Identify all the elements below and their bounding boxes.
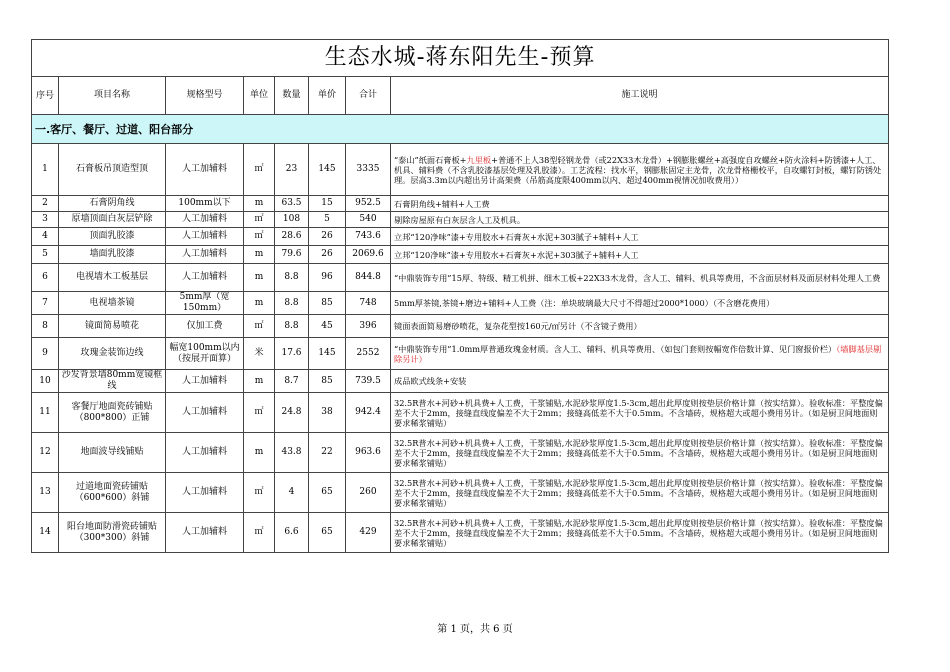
header-total: 合计: [346, 77, 391, 115]
budget-table: [31, 39, 889, 553]
item-spec: 人工加辅料: [166, 433, 244, 473]
item-quantity: 28.6: [275, 228, 309, 246]
note-highlight: 九里板: [466, 154, 492, 165]
item-unit-price: 85: [309, 370, 346, 393]
item-unit: 米: [244, 338, 275, 370]
construction-note: [391, 144, 889, 196]
header-qty: 数量: [275, 77, 309, 115]
item-quantity: 17.6: [275, 338, 309, 370]
header-price: 单价: [309, 77, 346, 115]
note-text: “泰山”纸面石膏板+: [394, 154, 467, 165]
construction-note: [391, 338, 889, 370]
table-row: [32, 513, 889, 553]
table-row: [32, 433, 889, 473]
item-unit: ㎡: [244, 144, 275, 196]
construction-note: 32.5R普水+河砂+机具费+人工费，干浆铺贴,水泥砂浆厚度1.5-3cm,超出此厚度则按垫层价格计算（按实结算）。验收标准：平整度偏差不大于2mm，接缝直线度偏差不大于2mm；接缝高低差不大于0.5mm。不含墙砖，规格超大或超小费用另计。（如是厨卫间地面则要求稀浆铺贴）: [391, 473, 889, 513]
row-number: 1: [32, 144, 59, 196]
row-number: 4: [32, 228, 59, 246]
item-name: 沙发背景墙80mm宽镜框线: [59, 370, 166, 393]
item-name: 墙面乳胶漆: [59, 246, 166, 264]
item-name: 石膏板吊顶造型顶: [59, 144, 166, 196]
section-heading: 一.客厅、餐厅、过道、阳台部分: [32, 115, 889, 144]
construction-note: 立邦“120净味”漆+专用胶水+石膏灰+水泥+303腻子+辅料+人工: [391, 246, 889, 264]
item-unit: m: [244, 370, 275, 393]
item-spec: 100mm以下: [166, 196, 244, 212]
row-number: 3: [32, 212, 59, 228]
construction-note: 32.5R普水+河砂+机具费+人工费，干浆铺贴,水泥砂浆厚度1.5-3cm,超出此厚度则按垫层价格计算（按实结算）。验收标准：平整度偏差不大于2mm，接缝直线度偏差不大于2mm；接缝高低差不大于0.5mm。不含墙砖，规格超大或超小费用另计。（如是厨卫间地面则要求稀浆铺贴）: [391, 393, 889, 433]
row-number: 9: [32, 338, 59, 370]
item-name: 地面波导线铺贴: [59, 433, 166, 473]
item-name: 顶面乳胶漆: [59, 228, 166, 246]
item-unit: ㎡: [244, 473, 275, 513]
table-row: [32, 196, 889, 212]
note-text: “中鼎装饰专用”1.0mm厚普通玫瑰金材质。含人工、辅料、机具等费用、（如包门套则按幅宽作倍数计算、见门窗报价栏）: [394, 343, 837, 354]
item-total: 3335: [346, 144, 391, 196]
construction-note: 立邦“120净味”漆+专用胶水+石膏灰+水泥+303腻子+辅料+人工: [391, 228, 889, 246]
header-seq: 序号: [32, 77, 59, 115]
item-quantity: 24.8: [275, 393, 309, 433]
table-row: [32, 370, 889, 393]
note-highlight: （墙脚基层剔除另计）: [394, 343, 882, 364]
row-number: 10: [32, 370, 59, 393]
item-unit: m: [244, 196, 275, 212]
table-row: [32, 228, 889, 246]
header-name: 项目名称: [59, 77, 166, 115]
item-total: 2552: [346, 338, 391, 370]
table-row: [32, 315, 889, 338]
row-number: 11: [32, 393, 59, 433]
item-quantity: 43.8: [275, 433, 309, 473]
item-quantity: 6.6: [275, 513, 309, 553]
item-spec: 人工加辅料: [166, 513, 244, 553]
row-number: 12: [32, 433, 59, 473]
item-total: 396: [346, 315, 391, 338]
item-total: 540: [346, 212, 391, 228]
item-spec: 人工加辅料: [166, 473, 244, 513]
item-total: 429: [346, 513, 391, 553]
construction-note: “中鼎装饰专用”15厚、特级、精工机拼、细木工板+22X33木龙骨，含人工、辅料、机具等费用，不含面层材料及面层材料处理人工费: [391, 264, 889, 292]
item-unit-price: 96: [309, 264, 346, 292]
table-row: [32, 473, 889, 513]
table-row: [32, 264, 889, 292]
item-quantity: 4: [275, 473, 309, 513]
item-spec: 人工加辅料: [166, 264, 244, 292]
item-quantity: 108: [275, 212, 309, 228]
header-spec: 规格型号: [166, 77, 244, 115]
item-quantity: 79.6: [275, 246, 309, 264]
item-name: 原墙顶面白灰层铲除: [59, 212, 166, 228]
item-unit: m: [244, 433, 275, 473]
item-total: 844.8: [346, 264, 391, 292]
item-name: 镜面简易喷花: [59, 315, 166, 338]
table-row: [32, 338, 889, 370]
item-name: 电视墙茶镜: [59, 292, 166, 315]
item-quantity: 63.5: [275, 196, 309, 212]
row-number: 14: [32, 513, 59, 553]
item-unit-price: 145: [309, 144, 346, 196]
item-total: 260: [346, 473, 391, 513]
construction-note: 32.5R普水+河砂+机具费+人工费，干浆铺贴,水泥砂浆厚度1.5-3cm,超出此厚度则按垫层价格计算（按实结算）。验收标准：平整度偏差不大于2mm，接缝直线度偏差不大于2mm；接缝高低差不大于0.5mm。不含墙砖，规格超大或超小费用另计。（如是厨卫间地面则要求稀浆铺贴）: [391, 433, 889, 473]
header-desc: 施工说明: [391, 77, 889, 115]
item-unit-price: 15: [309, 196, 346, 212]
construction-note: 32.5R普水+河砂+机具费+人工费，干浆铺贴,水泥砂浆厚度1.5-3cm,超出此厚度则按垫层价格计算（按实结算）。验收标准：平整度偏差不大于2mm，接缝直线度偏差不大于2mm；接缝高低差不大于0.5mm。不含墙砖，规格超大或超小费用另计。（如是厨卫间地面则要求稀浆铺贴）: [391, 513, 889, 553]
construction-note: 成品欧式线条+安装: [391, 370, 889, 393]
item-unit-price: 45: [309, 315, 346, 338]
item-unit-price: 22: [309, 433, 346, 473]
construction-note: 剔除房屋原有白灰层含人工及机具。: [391, 212, 889, 228]
item-unit-price: 26: [309, 228, 346, 246]
item-unit-price: 145: [309, 338, 346, 370]
table-row: [32, 292, 889, 315]
item-unit: ㎡: [244, 228, 275, 246]
row-number: 8: [32, 315, 59, 338]
table-row: [32, 144, 889, 196]
item-name: 石膏阴角线: [59, 196, 166, 212]
item-unit: ㎡: [244, 513, 275, 553]
construction-note: 石膏阴角线+辅料+人工费: [391, 196, 889, 212]
item-total: 942.4: [346, 393, 391, 433]
item-unit: m: [244, 264, 275, 292]
table-row: [32, 246, 889, 264]
item-spec: 人工加辅料: [166, 393, 244, 433]
sheet-title: 生态水城-蒋东阳先生-预算: [32, 40, 889, 77]
item-unit: ㎡: [244, 393, 275, 433]
row-number: 7: [32, 292, 59, 315]
budget-sheet: [31, 39, 888, 553]
item-spec: 人工加辅料: [166, 370, 244, 393]
header-row: [32, 77, 889, 115]
item-unit-price: 65: [309, 473, 346, 513]
item-quantity: 8.8: [275, 264, 309, 292]
item-unit: ㎡: [244, 315, 275, 338]
item-name: 玫瑰金装饰边线: [59, 338, 166, 370]
item-quantity: 23: [275, 144, 309, 196]
row-number: 13: [32, 473, 59, 513]
page-footer: 第 1 页，共 6 页: [437, 624, 513, 635]
item-quantity: 8.7: [275, 370, 309, 393]
row-number: 6: [32, 264, 59, 292]
item-total: 748: [346, 292, 391, 315]
row-number: 2: [32, 196, 59, 212]
item-unit-price: 38: [309, 393, 346, 433]
table-row: [32, 393, 889, 433]
item-total: 739.5: [346, 370, 391, 393]
item-total: 952.5: [346, 196, 391, 212]
item-unit-price: 5: [309, 212, 346, 228]
item-quantity: 8.8: [275, 315, 309, 338]
row-number: 5: [32, 246, 59, 264]
item-spec: 人工加辅料: [166, 212, 244, 228]
item-spec: 幅宽100mm以内（按展开面算）: [166, 338, 244, 370]
item-spec: 5mm厚（宽150mm）: [166, 292, 244, 315]
item-spec: 人工加辅料: [166, 246, 244, 264]
item-name: 电视墙木工板基层: [59, 264, 166, 292]
item-total: 2069.6: [346, 246, 391, 264]
item-unit-price: 65: [309, 513, 346, 553]
item-spec: 人工加辅料: [166, 228, 244, 246]
item-unit-price: 85: [309, 292, 346, 315]
item-total: 743.6: [346, 228, 391, 246]
item-name: 阳台地面防滑瓷砖铺贴（300*300）斜铺: [59, 513, 166, 553]
construction-note: 5mm厚茶镜,茶镜+磨边+辅料+人工费（注：单块玻璃最大尺寸不得超过2000*1000）（不含磨花费用）: [391, 292, 889, 315]
item-unit: m: [244, 246, 275, 264]
item-total: 963.6: [346, 433, 391, 473]
item-unit: m: [244, 292, 275, 315]
construction-note: 镜面表面简易磨砂喷花，复杂花型按160元/㎡另计（不含镜子费用）: [391, 315, 889, 338]
table-row: [32, 212, 889, 228]
item-spec: 人工加辅料: [166, 144, 244, 196]
note-text: +普通不上人38型轻钢龙骨（或22X33木龙骨）+钢膨胀螺丝+高强度自攻螺丝+防火涂料+防锈漆+人工、机具、辅料费（不含乳胶漆基层处理及乳胶漆）。工艺流程：找水平，钢膨胀固定主龙骨，次龙骨格栅校平，自攻螺钉封板，螺钉防锈处理。层高3.3m以内超出另计高架费（吊筋高度限400mm以内、超过400mm视情况加收费用））: [394, 154, 882, 185]
item-name: 过道地面瓷砖铺贴（600*600）斜铺: [59, 473, 166, 513]
item-quantity: 8.8: [275, 292, 309, 315]
item-name: 客餐厅地面瓷砖铺贴（800*800）正铺: [59, 393, 166, 433]
item-spec: 仅加工费: [166, 315, 244, 338]
item-unit-price: 26: [309, 246, 346, 264]
header-unit: 单位: [244, 77, 275, 115]
item-unit: ㎡: [244, 212, 275, 228]
